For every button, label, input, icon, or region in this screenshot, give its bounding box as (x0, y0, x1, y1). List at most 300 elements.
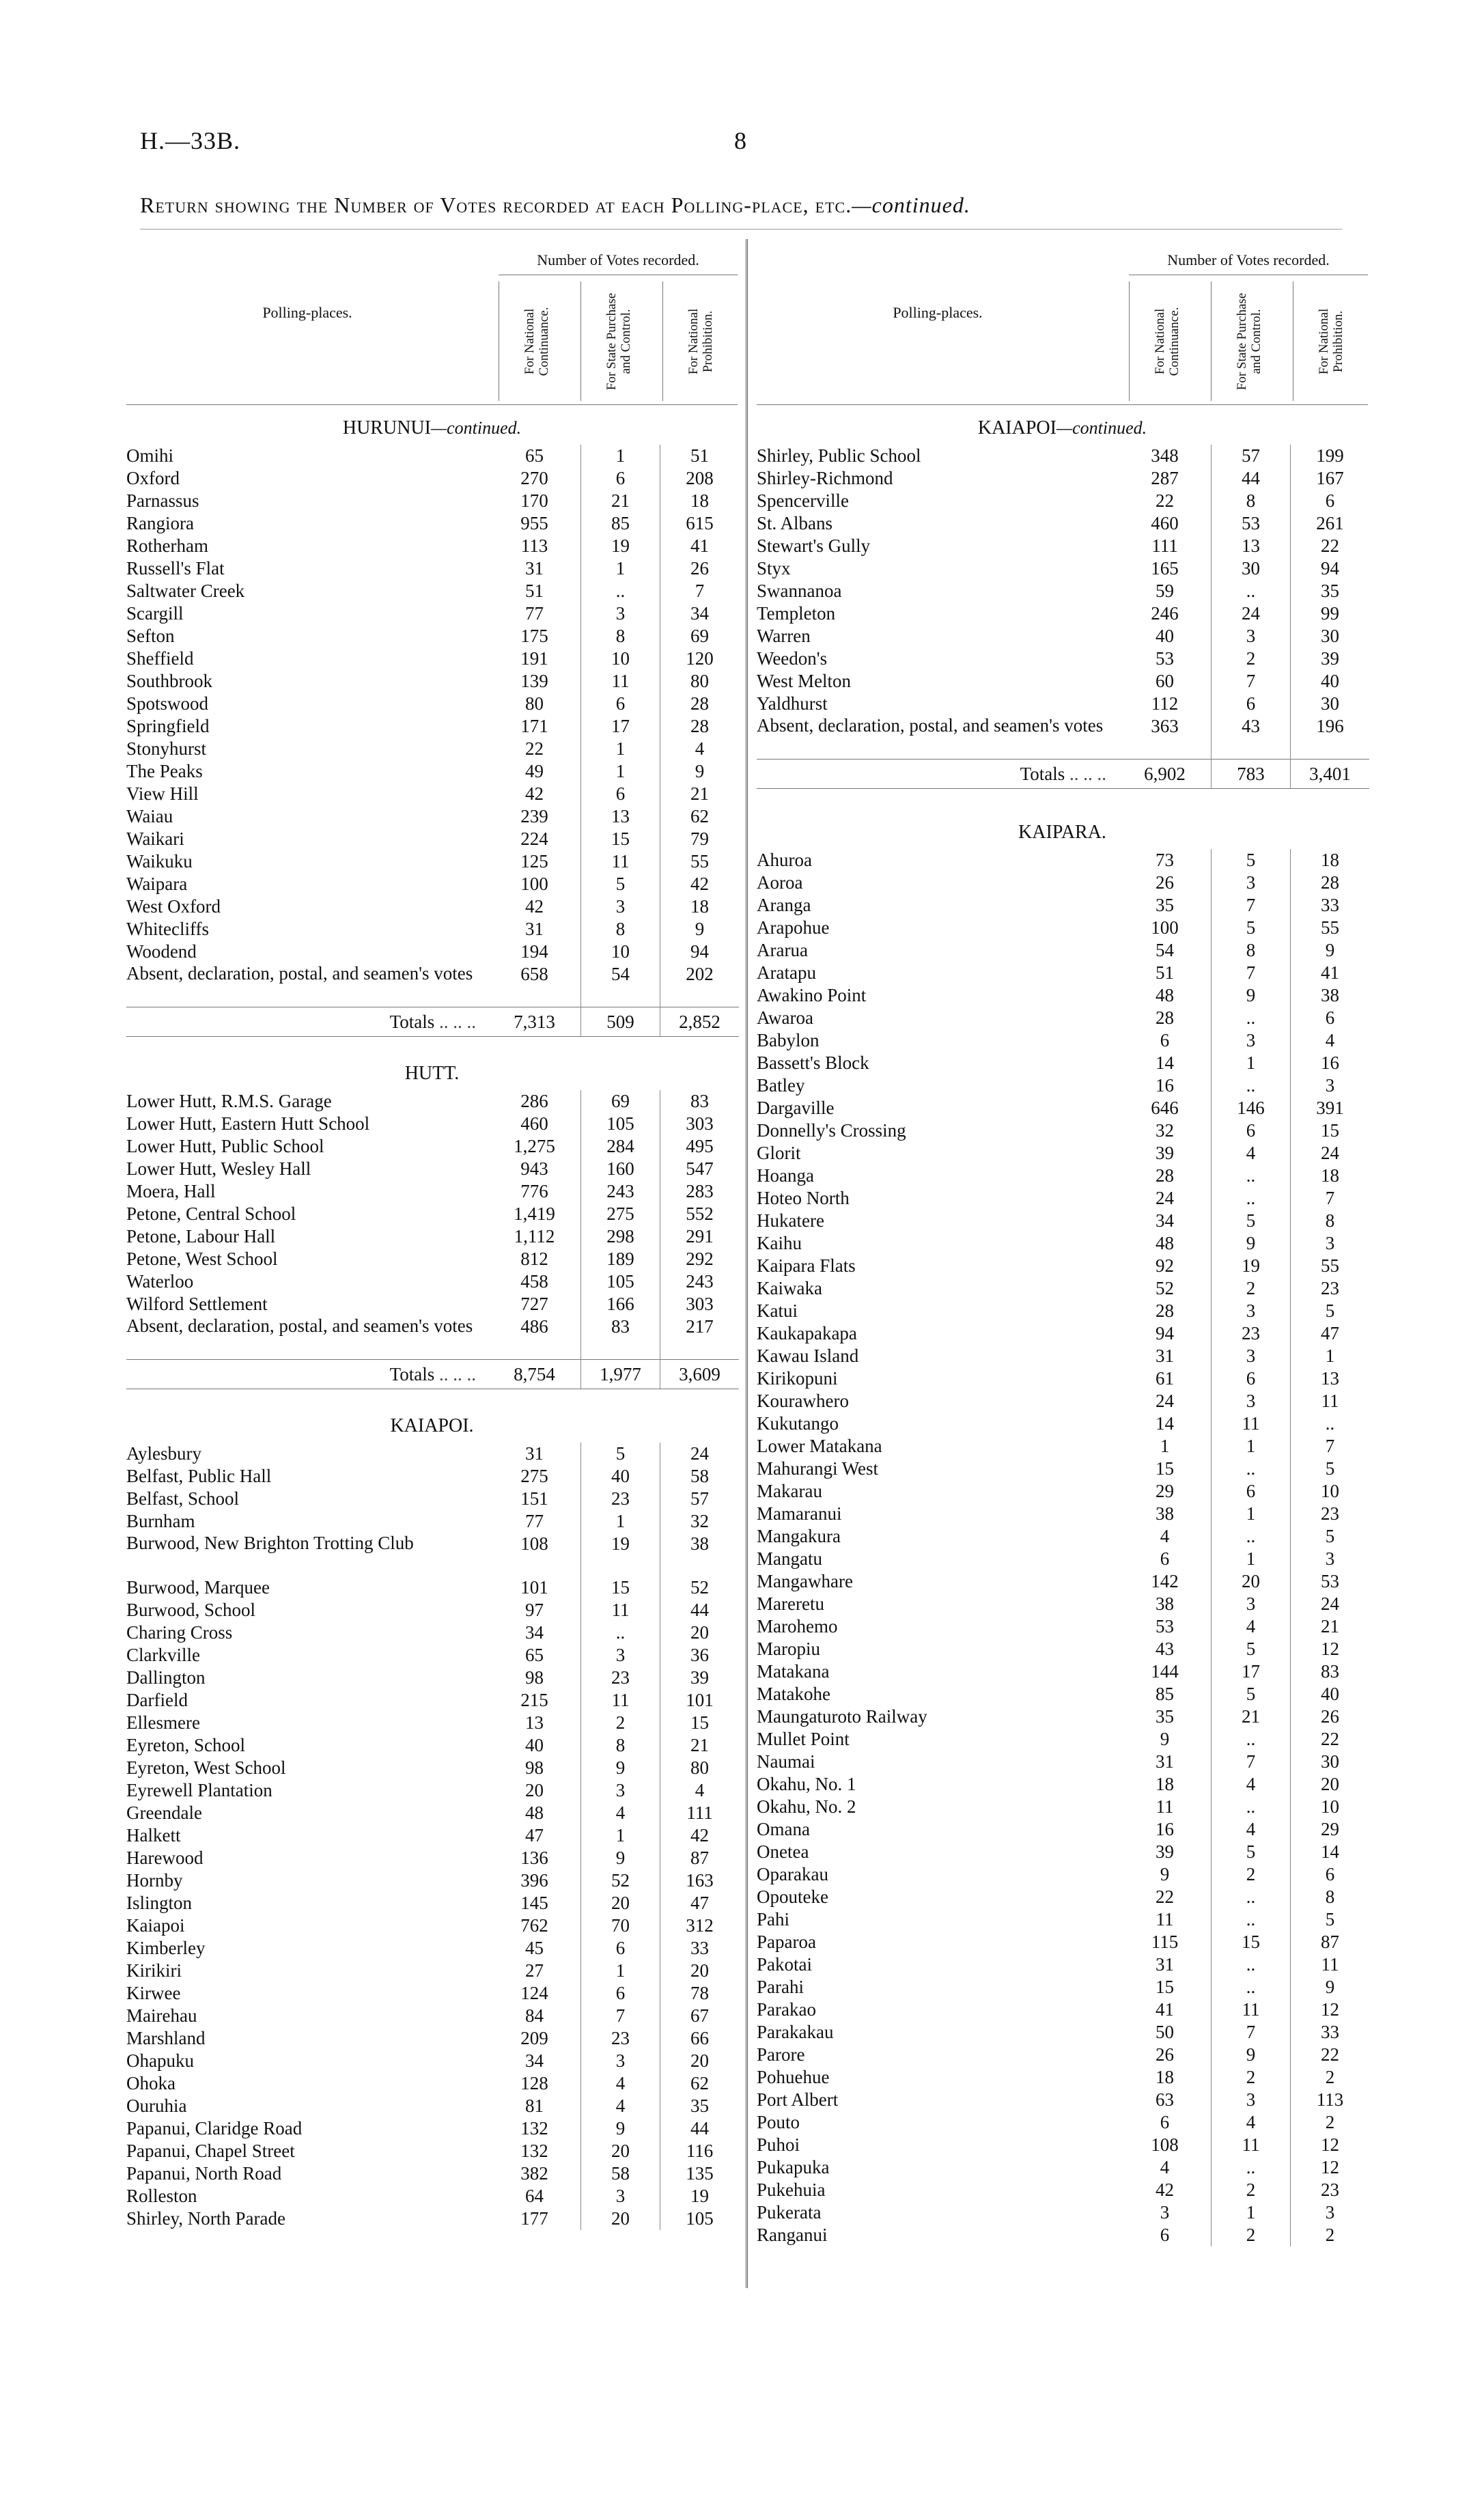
national-continuance-votes: 100 (488, 873, 581, 895)
polling-place-name (757, 1480, 1119, 1503)
state-purchase-votes: 19 (581, 535, 660, 557)
polling-place-label: Spencerville (757, 490, 849, 511)
national-prohibition-votes: 12 (1321, 1639, 1339, 1659)
polling-place-name (126, 580, 488, 602)
national-continuance-votes: 6 (1119, 1029, 1212, 1052)
state-purchase-votes: 7 (1212, 962, 1291, 984)
polling-place-name (757, 872, 1119, 894)
national-prohibition-votes: 4 (695, 1780, 705, 1800)
national-continuance-votes: 286 (488, 1090, 581, 1113)
polling-place-name (757, 467, 1119, 490)
national-prohibition-votes: 35 (1321, 581, 1339, 601)
polling-place-name (757, 2201, 1119, 2224)
state-purchase-votes: 275 (581, 1203, 660, 1225)
polling-place-label: Ohoka (126, 2073, 176, 2093)
polling-place-label: Kirwee (126, 1983, 181, 2003)
national-prohibition-votes: 615 (686, 513, 714, 533)
national-continuance-votes: 111 (1119, 535, 1212, 557)
national-prohibition-votes: 196 (1316, 716, 1344, 736)
polling-place-label: Hornby (126, 1870, 183, 1891)
polling-place-name (757, 535, 1119, 557)
polling-place-name (126, 490, 488, 512)
polling-place-label: Ouruhia (126, 2095, 187, 2116)
state-purchase-votes: 11 (581, 1599, 660, 1621)
polling-place-name (126, 1510, 488, 1533)
state-purchase-votes: 284 (581, 1135, 660, 1158)
national-continuance-votes: 42 (1119, 2179, 1212, 2201)
state-purchase-votes: 4 (1212, 1818, 1291, 1841)
national-continuance-votes: 47 (488, 1824, 581, 1847)
polling-place-name (757, 1412, 1119, 1435)
polling-place-label: Maungaturoto Railway (757, 1706, 927, 1727)
table-row (126, 467, 739, 490)
polling-place-name (757, 602, 1119, 625)
national-prohibition-votes: 7 (695, 581, 705, 601)
polling-place-name (757, 1052, 1119, 1074)
national-prohibition-votes: 292 (686, 1249, 714, 1269)
state-purchase-votes: 3 (581, 2185, 660, 2208)
polling-place-label: Onetea (757, 1841, 809, 1862)
table-row (126, 1465, 739, 1488)
national-continuance-votes: 1 (1119, 1435, 1212, 1458)
national-continuance-votes: 31 (1119, 1345, 1212, 1367)
national-continuance-votes: 363 (1119, 715, 1212, 760)
polling-places-header: Polling-places. (893, 304, 983, 321)
polling-place-name (757, 647, 1119, 670)
national-prohibition-votes: 135 (686, 2163, 714, 2184)
state-purchase-votes: 43 (1212, 715, 1291, 760)
national-continuance-votes: 26 (1119, 2044, 1212, 2066)
table-row (126, 1443, 739, 1465)
national-continuance-votes: 35 (1119, 1705, 1212, 1728)
state-purchase-votes: 6 (1212, 693, 1291, 715)
polling-place-name (757, 984, 1119, 1007)
polling-place-name (126, 1599, 488, 1621)
national-continuance-votes: 81 (488, 2095, 581, 2117)
polling-place-label: Woodend (126, 941, 197, 962)
state-purchase-votes: 2 (1212, 647, 1291, 670)
national-prohibition-votes: 12 (1321, 2157, 1339, 2177)
national-continuance-votes: 31 (488, 1443, 581, 1465)
polling-place-label: Aoroa (757, 872, 803, 893)
national-continuance-votes: 115 (1119, 1931, 1212, 1953)
polling-place-name (757, 715, 1119, 760)
state-purchase-votes: 21 (581, 490, 660, 512)
polling-place-name (126, 2095, 488, 2117)
national-continuance-votes: 209 (488, 2027, 581, 2050)
state-purchase-votes: 3 (581, 1644, 660, 1667)
state-purchase-votes: 3 (1212, 1593, 1291, 1615)
table-row (126, 1293, 739, 1315)
state-purchase-votes: 19 (1212, 1255, 1291, 1277)
votes-recorded-header: Number of Votes recorded. (1167, 251, 1330, 268)
national-prohibition-votes: 9 (695, 761, 705, 781)
national-prohibition-votes: .. (1325, 1413, 1335, 1434)
national-prohibition-votes: 44 (690, 1600, 709, 1620)
table-row (757, 984, 1369, 1007)
national-prohibition-votes: 33 (690, 1938, 709, 1958)
national-continuance-votes: 98 (488, 1667, 581, 1689)
polling-place-name (126, 467, 488, 490)
national-prohibition-votes: 303 (686, 1294, 714, 1314)
polling-place-label: Pahi (757, 1909, 790, 1930)
polling-place-name (126, 1689, 488, 1712)
national-prohibition-votes: 7 (1325, 1436, 1335, 1456)
polling-place-name (757, 1796, 1119, 1818)
state-purchase-votes: 6 (581, 1982, 660, 2005)
state-purchase-votes: 1 (1212, 1503, 1291, 1525)
table-row (126, 1667, 739, 1689)
table-row (757, 1165, 1369, 1187)
state-purchase-votes: 298 (581, 1225, 660, 1248)
national-continuance-votes: 142 (1119, 1570, 1212, 1593)
national-prohibition-votes: 24 (1321, 1593, 1339, 1614)
state-purchase-votes: .. (1212, 1074, 1291, 1097)
national-prohibition-votes: 39 (690, 1667, 709, 1688)
polling-place-label: Dallington (126, 1667, 206, 1688)
polling-place-label: Aratapu (757, 962, 816, 983)
table-row (757, 939, 1369, 962)
state-purchase-votes: 11 (1212, 1998, 1291, 2021)
polling-place-label: Ellesmere (126, 1712, 200, 1733)
polling-place-label: Pouto (757, 2112, 800, 2132)
national-prohibition-votes: 116 (686, 2141, 714, 2161)
national-continuance-votes: 287 (1119, 467, 1212, 490)
polling-place-label: Waterloo (126, 1271, 194, 1292)
national-continuance-votes: 113 (488, 535, 581, 557)
polling-place-name (126, 647, 488, 670)
state-purchase-votes: 9 (581, 1757, 660, 1779)
table-row (126, 670, 739, 693)
table-row (757, 1728, 1369, 1751)
national-prohibition-votes: 29 (1321, 1819, 1339, 1839)
polling-place-label: Parakakau (757, 2022, 834, 2042)
state-purchase-votes: 57 (1212, 445, 1291, 467)
polling-place-label: Pukapuka (757, 2157, 830, 2177)
polling-place-name (757, 670, 1119, 693)
polling-place-label: Puhoi (757, 2134, 800, 2155)
polling-place-label: Ohapuku (126, 2050, 194, 2071)
national-prohibition-votes: 78 (690, 1983, 709, 2003)
table-row (757, 2224, 1369, 2246)
national-continuance-votes: 48 (1119, 984, 1212, 1007)
national-prohibition-votes: 105 (686, 2208, 714, 2229)
national-prohibition-votes: 283 (686, 1181, 714, 1201)
polling-place-label: Burwood, New Brighton Trotting Club (126, 1533, 414, 1553)
national-prohibition-votes: 35 (690, 2095, 709, 2116)
state-purchase-votes: .. (1212, 2156, 1291, 2179)
polling-place-label: Southbrook (126, 671, 213, 691)
state-purchase-votes: 23 (581, 1667, 660, 1689)
national-prohibition-votes: 28 (1321, 872, 1339, 893)
national-prohibition-votes: 94 (1321, 558, 1339, 579)
national-prohibition-votes: 8 (1325, 1210, 1335, 1231)
national-continuance-votes: 38 (1119, 1503, 1212, 1525)
national-prohibition-votes: 30 (1321, 626, 1339, 646)
national-prohibition-votes: 87 (1321, 1932, 1339, 1952)
polling-place-label: Lower Hutt, R.M.S. Garage (126, 1091, 332, 1111)
polling-place-label: Totals (1020, 763, 1065, 784)
polling-place-name (126, 738, 488, 760)
polling-place-name (126, 963, 488, 1007)
national-continuance-votes: 165 (1119, 557, 1212, 580)
table-row (757, 1007, 1369, 1029)
national-continuance-votes: 85 (1119, 1683, 1212, 1705)
table-row (126, 1599, 739, 1621)
right-column (757, 239, 1368, 2246)
polling-place-name (126, 1533, 488, 1576)
polling-place-label: Okahu, No. 2 (757, 1796, 856, 1817)
table-row (757, 1119, 1369, 1142)
table-row (757, 1029, 1369, 1052)
state-purchase-votes: 44 (1212, 467, 1291, 490)
polling-place-name (126, 1488, 488, 1510)
polling-place-label: West Oxford (126, 896, 221, 917)
polling-place-label: Burnham (126, 1511, 195, 1531)
national-continuance-votes: 348 (1119, 445, 1212, 467)
state-purchase-votes: 4 (1212, 1142, 1291, 1165)
state-purchase-votes: 4 (581, 1802, 660, 1824)
polling-place-name (126, 941, 488, 963)
polling-place-name (126, 2072, 488, 2095)
table-row (126, 693, 739, 715)
national-continuance-votes: 16 (1119, 1818, 1212, 1841)
state-purchase-header: For State Purchase and Control. (1211, 281, 1287, 401)
table-row (757, 467, 1369, 490)
national-continuance-votes: 151 (488, 1488, 581, 1510)
national-continuance-votes: 145 (488, 1892, 581, 1914)
state-purchase-votes: 105 (581, 1270, 660, 1293)
national-continuance-votes: 42 (488, 895, 581, 918)
state-purchase-votes: 4 (1212, 1615, 1291, 1638)
national-prohibition-votes: 3 (1325, 1075, 1335, 1096)
polling-place-label: Absent, declaration, postal, and seamen's votes (126, 1315, 473, 1336)
national-prohibition-votes: 391 (1316, 1098, 1344, 1118)
national-prohibition-votes: 2 (1325, 2067, 1335, 2087)
polling-place-name (757, 1728, 1119, 1751)
table-row (126, 2140, 739, 2162)
polling-place-name (757, 1886, 1119, 1908)
polling-place-label: Petone, Central School (126, 1203, 296, 1224)
national-prohibition-votes: 62 (690, 2073, 709, 2093)
polling-place-label: Makarau (757, 1481, 822, 1501)
polling-place-label: Port Albert (757, 2089, 839, 2110)
polling-place-label: Oxford (126, 468, 180, 488)
polling-place-name (126, 828, 488, 850)
polling-place-name (757, 1660, 1119, 1683)
polling-place-label: Ahuroa (757, 850, 812, 870)
polling-place-name (126, 1982, 488, 2005)
national-continuance-votes: 73 (1119, 849, 1212, 872)
state-purchase-votes: .. (1212, 1908, 1291, 1931)
state-purchase-votes: 9 (1212, 2044, 1291, 2066)
polling-place-label: Hoteo North (757, 1188, 850, 1208)
polling-place-label: Lower Matakana (757, 1436, 882, 1456)
polling-place-label: Pakotai (757, 1954, 812, 1975)
state-purchase-votes: 146 (1212, 1097, 1291, 1119)
state-purchase-votes: 7 (1212, 670, 1291, 693)
national-continuance-votes: 42 (488, 783, 581, 805)
national-continuance-votes: 1,112 (488, 1225, 581, 1248)
national-continuance-votes: 65 (488, 1644, 581, 1667)
national-continuance-votes: 51 (488, 580, 581, 602)
polling-place-name (126, 1869, 488, 1892)
polling-place-name (126, 2140, 488, 2162)
polling-place-name (126, 445, 488, 467)
polling-place-name (757, 2111, 1119, 2134)
polling-place-label: Omihi (126, 445, 174, 466)
polling-place-label: Swannanoa (757, 581, 842, 601)
polling-place-name (126, 1914, 488, 1937)
polling-place-name (757, 1548, 1119, 1570)
polling-place-name (126, 693, 488, 715)
state-purchase-votes: 52 (581, 1869, 660, 1892)
kaiapoi-continued-table (757, 445, 1369, 789)
national-prohibition-votes: 303 (686, 1113, 714, 1134)
polling-place-name (757, 1300, 1119, 1322)
polling-place-name (757, 557, 1119, 580)
polling-place-label: Paparoa (757, 1932, 816, 1952)
state-purchase-votes: 1 (1212, 1435, 1291, 1458)
national-prohibition-votes: 94 (690, 941, 709, 962)
state-purchase-votes: 17 (1212, 1660, 1291, 1683)
national-prohibition-votes: 26 (1321, 1706, 1339, 1727)
state-purchase-votes: .. (581, 580, 660, 602)
national-prohibition-votes: 15 (1321, 1120, 1339, 1141)
polling-place-name (757, 580, 1119, 602)
national-continuance-votes: 28 (1119, 1300, 1212, 1322)
national-prohibition-votes: 13 (1321, 1368, 1339, 1389)
table-row (757, 2111, 1369, 2134)
polling-place-label: Glorit (757, 1143, 801, 1163)
polling-place-label: Weedon's (757, 648, 828, 669)
polling-places-header: Polling-places. (262, 304, 352, 321)
polling-place-label: Mareretu (757, 1593, 824, 1614)
polling-place-name (757, 1683, 1119, 1705)
table-row (757, 1818, 1369, 1841)
polling-place-label: Kaukapakapa (757, 1323, 857, 1343)
polling-place-name (126, 602, 488, 625)
table-row (757, 2044, 1369, 2066)
table-row (126, 2095, 739, 2117)
polling-place-name (126, 1892, 488, 1914)
table-row (757, 1773, 1369, 1796)
polling-place-label: Arapohue (757, 917, 830, 938)
polling-place-name (757, 1029, 1119, 1052)
table-row (757, 1458, 1369, 1480)
state-purchase-votes: 9 (581, 1847, 660, 1869)
national-continuance-votes: 955 (488, 512, 581, 535)
polling-place-label: Parnassus (126, 490, 199, 511)
table-row (757, 1705, 1369, 1728)
national-prohibition-votes: 14 (1321, 1841, 1339, 1862)
polling-place-name (126, 2185, 488, 2208)
national-prohibition-votes: 9 (695, 919, 705, 939)
table-row (757, 1232, 1369, 1255)
table-row (757, 1796, 1369, 1818)
national-continuance-votes: 28 (1119, 1165, 1212, 1187)
state-purchase-votes: 13 (581, 805, 660, 828)
national-prohibition-votes: 101 (686, 1690, 714, 1710)
polling-place-name (126, 1847, 488, 1869)
national-prohibition-votes: 26 (690, 558, 709, 579)
table-row (757, 1908, 1369, 1931)
national-prohibition-votes: 21 (690, 783, 709, 804)
polling-place-name (757, 1705, 1119, 1728)
polling-place-name (757, 2089, 1119, 2111)
polling-place-name (126, 895, 488, 918)
national-prohibition-votes: 47 (1321, 1323, 1339, 1343)
national-prohibition-votes: 20 (690, 1960, 709, 1981)
polling-place-name: Totals .. .. .. (126, 1360, 488, 1389)
national-continuance-votes: 52 (1119, 1277, 1212, 1300)
section-title-hurunui: HURUNUI—continued. (342, 417, 522, 438)
national-continuance-votes: 108 (1119, 2134, 1212, 2156)
national-continuance-votes: 486 (488, 1315, 581, 1360)
table-row (126, 1937, 739, 1960)
table-row (757, 1863, 1369, 1886)
table-row (757, 1322, 1369, 1345)
polling-place-label: Parakao (757, 1999, 816, 2020)
polling-place-name (757, 1525, 1119, 1548)
national-continuance-votes: 112 (1119, 693, 1212, 715)
table-row (126, 535, 739, 557)
polling-place-label: The Peaks (126, 761, 203, 781)
polling-place-name (126, 1203, 488, 1225)
national-prohibition-votes: 42 (690, 1825, 709, 1846)
polling-place-label: Rangiora (126, 513, 194, 533)
table-row (126, 1824, 739, 1847)
state-purchase-votes: 8 (1212, 490, 1291, 512)
polling-place-label: Waikuku (126, 851, 193, 872)
table-row (126, 1802, 739, 1824)
table-row (126, 963, 739, 1007)
national-prohibition-votes: 23 (1321, 1503, 1339, 1524)
polling-place-label: Sheffield (126, 648, 194, 669)
national-continuance-votes: 15 (1119, 1458, 1212, 1480)
state-purchase-votes: 6 (1212, 1480, 1291, 1503)
national-continuance-votes: 20 (488, 1779, 581, 1802)
polling-place-label: Marshland (126, 2028, 206, 2048)
polling-place-label: St. Albans (757, 513, 833, 533)
polling-place-name (757, 1390, 1119, 1412)
table-row (126, 941, 739, 963)
national-prohibition-votes: 83 (1321, 1661, 1339, 1682)
polling-place-label: Lower Hutt, Wesley Hall (126, 1158, 311, 1179)
polling-place-name (757, 2156, 1119, 2179)
hutt-table (126, 1090, 739, 1389)
national-prohibition-votes: 22 (1321, 535, 1339, 556)
polling-place-name (126, 1315, 488, 1360)
polling-place-label: Mangawhare (757, 1571, 853, 1591)
state-purchase-votes: 8 (581, 918, 660, 941)
national-continuance-votes: 132 (488, 2140, 581, 2162)
national-prohibition-votes: 1 (1325, 1346, 1335, 1366)
table-row (126, 1248, 739, 1270)
national-continuance-votes: 177 (488, 2208, 581, 2230)
polling-place-name (126, 1779, 488, 1802)
polling-place-label: Oparakau (757, 1864, 828, 1884)
state-purchase-votes: 23 (1212, 1322, 1291, 1345)
title-continued: —continued. (852, 193, 970, 217)
state-purchase-votes: .. (1212, 1525, 1291, 1548)
polling-place-label: Charing Cross (126, 1622, 233, 1643)
polling-place-label: Aranga (757, 895, 811, 915)
table-row (757, 445, 1369, 467)
national-prohibition-votes: 113 (1316, 2089, 1344, 2110)
state-purchase-votes: 3 (1212, 625, 1291, 647)
national-prohibition-votes: 53 (1321, 1571, 1339, 1591)
